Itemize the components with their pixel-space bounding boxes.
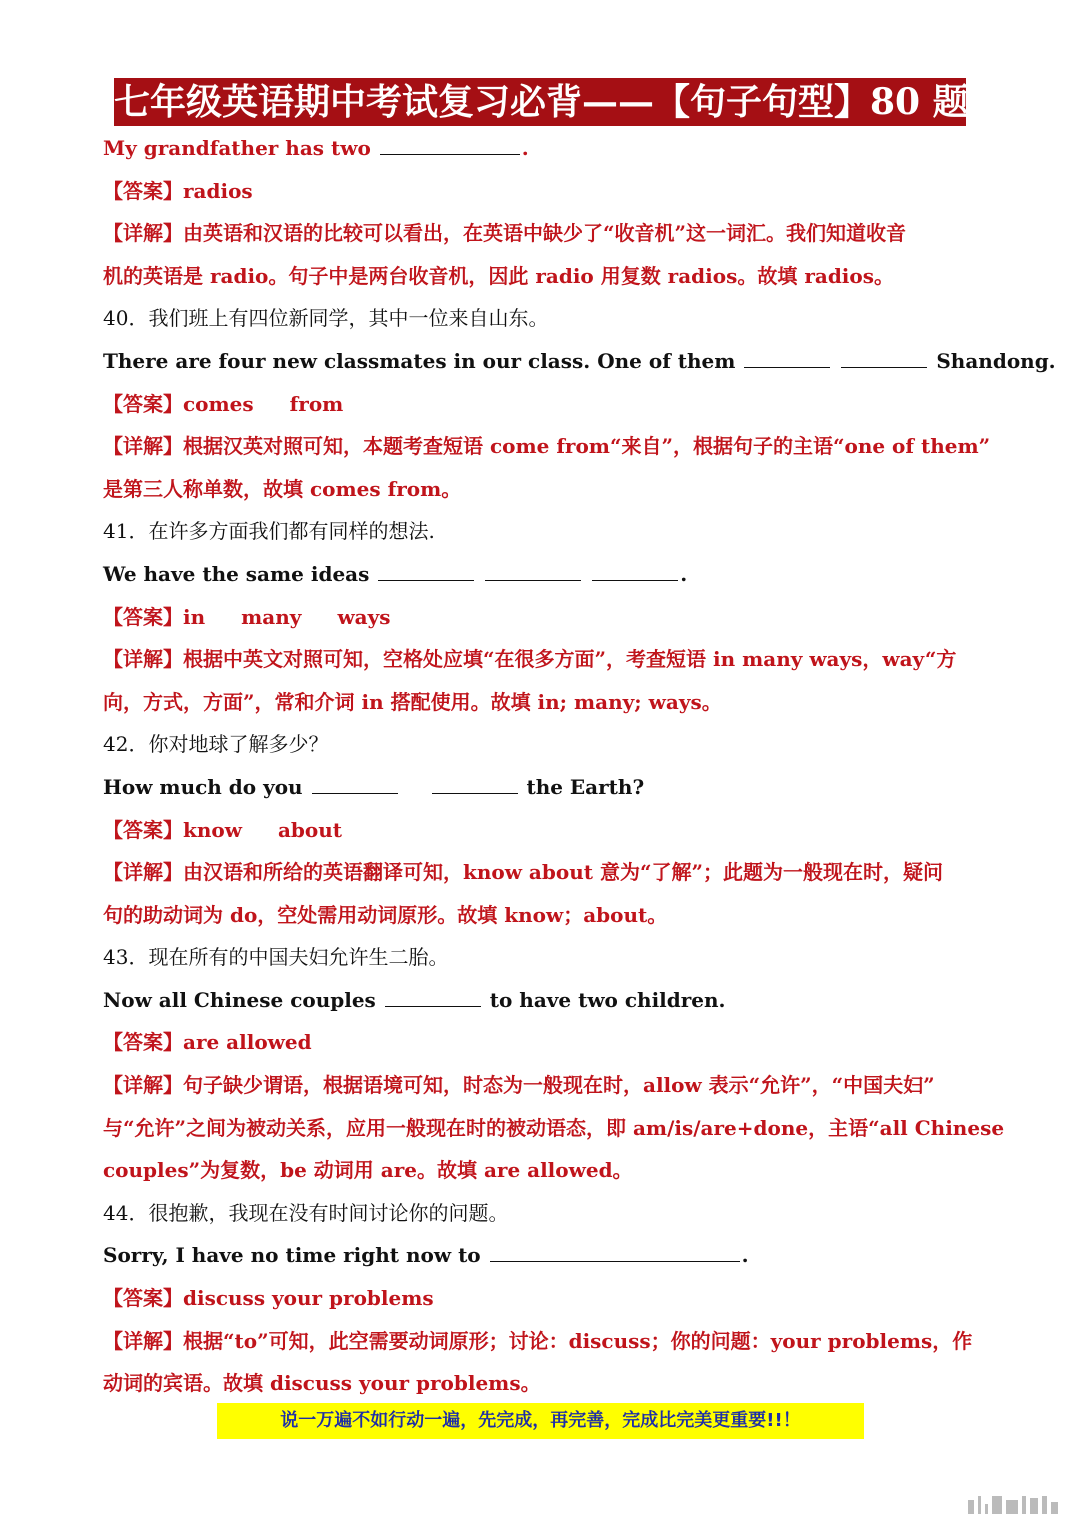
answer-label: 【答案】 <box>103 391 183 416</box>
q41-detail-1: 根据中英文对照可知，空格处应填“在很多方面”，考查短语 in many ways，way“方 <box>183 647 957 672</box>
q43-detail-2: 与“允许”之间为被动关系，应用一般现在时的被动语态，即 am/is/are+done，主语“all Chinese <box>103 1115 1005 1140</box>
q41-answer-3: ways <box>337 604 391 629</box>
q44-chinese: 44．很抱歉，我现在没有时间讨论你的问题。 <box>103 1200 509 1225</box>
q40-chinese: 40．我们班上有四位新同学，其中一位来自山东。 <box>103 306 549 331</box>
q43-detail-line-2 <box>103 1107 1005 1150</box>
q39-blank[interactable] <box>380 134 520 155</box>
answer-label: 【答案】 <box>103 1030 183 1055</box>
q43-answer-line <box>103 1021 979 1064</box>
q44-detail-2: 动词的宾语。故填 discuss your problems。 <box>103 1371 541 1396</box>
q39-answer: radios <box>183 178 253 203</box>
q44-english-line <box>103 1234 979 1277</box>
q42-chinese: 42．你对地球了解多少？ <box>103 732 329 757</box>
q41-chinese: 41．在许多方面我们都有同样的想法. <box>103 519 435 544</box>
q39-detail-1: 由英语和汉语的比较可以看出，在英语中缺少了“收音机”这一词汇。我们知道收音 <box>183 221 907 246</box>
q40-blank-1[interactable] <box>744 347 830 368</box>
detail-label: 【详解】 <box>103 1328 183 1353</box>
q41-answer-line <box>103 596 979 639</box>
q42-detail-2: 句的助动词为 do，空处需用动词原形。故填 know；about。 <box>103 902 668 927</box>
q41-detail-line-2 <box>103 681 979 724</box>
q44-detail-1: 根据“to”可知，此空需要动词原形；讨论：discuss；你的问题：your problems，作 <box>183 1328 973 1353</box>
q39-detail-2: 机的英语是 radio。句子中是两台收音机，因此 radio 用复数 radios。故填 radios。 <box>103 263 895 288</box>
detail-label: 【详解】 <box>103 434 183 459</box>
q42-blank-1[interactable] <box>312 773 398 794</box>
q40-answer-2: from <box>289 391 344 416</box>
q40-detail-line-2 <box>103 468 979 511</box>
q43-en-end: to have two children. <box>489 987 726 1012</box>
q42-answer-1: know <box>183 817 242 842</box>
q44-en-start: Sorry, I have no time right now to <box>103 1243 481 1268</box>
q40-en-end: Shandong. <box>936 348 1056 373</box>
q39-end: . <box>521 136 529 160</box>
q44-answer: discuss your problems <box>183 1286 434 1311</box>
decorative-bars-icon <box>968 1494 1058 1514</box>
answer-label: 【答案】 <box>103 178 183 203</box>
q43-detail-1: 句子缺少谓语，根据语境可知，时态为一般现在时，allow 表示“允许”，“中国夫妇” <box>183 1073 935 1098</box>
q39-stem: My grandfather has two <box>103 136 371 160</box>
q42-en-end: the Earth? <box>526 774 645 799</box>
answer-label: 【答案】 <box>103 817 183 842</box>
q41-blank-3[interactable] <box>592 560 678 581</box>
q39-detail-line-2 <box>103 255 979 298</box>
q43-detail-line-1 <box>103 1064 979 1107</box>
q40-blank-2[interactable] <box>841 347 927 368</box>
q42-detail-line-1 <box>103 851 979 894</box>
question-list <box>103 127 1056 1405</box>
q41-en-end: . <box>680 561 688 586</box>
q41-blank-2[interactable] <box>485 560 581 581</box>
q40-answer-1: comes <box>183 391 254 416</box>
detail-label: 【详解】 <box>103 647 183 672</box>
q44-answer-line <box>103 1277 979 1320</box>
page-title: 七年级英语期中考试复习必背——【句子句型】80 题 <box>114 78 966 126</box>
q42-en-start: How much do you <box>103 774 303 799</box>
q40-en-start: There are four new classmates in our class. One of them <box>103 348 736 373</box>
detail-label: 【详解】 <box>103 1073 183 1098</box>
motto-banner: 说一万遍不如行动一遍，先完成，再完善，完成比完美更重要!!！ <box>217 1403 864 1439</box>
q41-detail-2: 向，方式，方面”，常和介词 in 搭配使用。故填 in; many; ways。 <box>103 689 722 714</box>
q41-answer-2: many <box>241 604 302 629</box>
q43-chinese: 43．现在所有的中国夫妇允许生二胎。 <box>103 945 449 970</box>
detail-label: 【详解】 <box>103 860 183 885</box>
q43-blank[interactable] <box>385 986 481 1007</box>
answer-label: 【答案】 <box>103 604 183 629</box>
q41-detail-line-1 <box>103 638 979 681</box>
q44-detail-line-1 <box>103 1320 979 1363</box>
q42-answer-2: about <box>277 817 343 842</box>
q42-answer-line <box>103 809 979 852</box>
q42-blank-2[interactable] <box>432 773 518 794</box>
q41-answer-1: in <box>183 604 206 629</box>
q43-detail-line-3 <box>103 1149 979 1192</box>
q40-detail-1: 根据汉英对照可知，本题考查短语 come from“来自”，根据句子的主语“one of them” <box>183 434 991 459</box>
q42-detail-1: 由汉语和所给的英语翻译可知，know about 意为“了解”；此题为一般现在时，疑问 <box>183 860 943 885</box>
answer-label: 【答案】 <box>103 1286 183 1311</box>
q40-answer-line <box>103 383 979 426</box>
q42-detail-line-2 <box>103 894 979 937</box>
q41-blank-1[interactable] <box>378 560 474 581</box>
q39-stem-line <box>103 127 979 170</box>
q42-english-line <box>103 766 979 809</box>
q44-blank[interactable] <box>490 1241 740 1262</box>
detail-label: 【详解】 <box>103 221 183 246</box>
q41-en-start: We have the same ideas <box>103 561 370 586</box>
q43-english-line <box>103 979 979 1022</box>
q40-detail-line-1 <box>103 425 991 468</box>
q44-en-end: . <box>741 1243 749 1268</box>
q41-english-line <box>103 553 979 596</box>
q43-en-start: Now all Chinese couples <box>103 987 376 1012</box>
q39-answer-line <box>103 170 979 213</box>
q39-detail-line-1 <box>103 212 979 255</box>
q43-answer: are allowed <box>183 1030 312 1055</box>
q40-english-line <box>103 340 1056 383</box>
q43-detail-3: couples”为复数，be 动词用 are。故填 are allowed。 <box>103 1158 633 1183</box>
q44-detail-line-2 <box>103 1362 979 1405</box>
q40-detail-2: 是第三人称单数，故填 comes from。 <box>103 476 462 501</box>
